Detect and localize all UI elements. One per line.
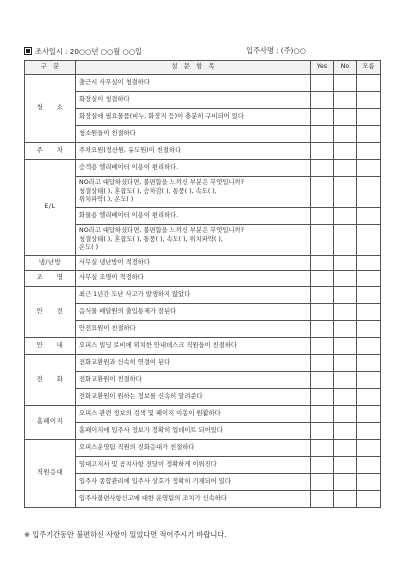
answer-unknown-cell[interactable]: [357, 109, 381, 126]
table-row: [25, 75, 381, 92]
answer-unknown-cell[interactable]: [357, 92, 381, 109]
table-row: [25, 457, 381, 474]
answer-no-cell[interactable]: [334, 338, 357, 355]
survey-item-text: 홈페이지에 입주사 정보가 정확히 업데이트 되어있다: [76, 423, 311, 440]
survey-header: [24, 44, 378, 58]
table-row: [25, 287, 381, 304]
table-row: [25, 92, 381, 109]
survey-item-text: 승객용 엘리베이터 이용이 편리하다.: [76, 160, 311, 177]
category-cell: 안 내: [25, 338, 76, 355]
category-cell: 홈페이지: [25, 406, 76, 440]
survey-item-text: 전화교환원이 친절하다: [76, 372, 311, 389]
answer-unknown-cell[interactable]: [357, 160, 381, 177]
survey-item-text: 안전요원이 친절하다: [76, 321, 311, 338]
answer-no-cell[interactable]: [334, 372, 357, 389]
category-cell: 직원응대: [25, 440, 76, 508]
survey-item-text: 전화교환원과 신속히 연결이 된다: [76, 355, 311, 372]
answer-unknown-cell[interactable]: [357, 126, 381, 143]
answer-unknown-cell[interactable]: [357, 423, 381, 440]
checked-box-icon: [24, 47, 32, 55]
table-row: [25, 440, 381, 457]
survey-item-text: NO라고 대답하셨다면, 불편함을 느끼신 부분은 무엇입니까? 청결상태( ), 혼잡도( ), 통풍( ), 속도( ), 위치파악( ), 온도( ): [76, 225, 311, 256]
answer-yes-cell[interactable]: [311, 406, 334, 423]
answer-yes-cell[interactable]: [311, 372, 334, 389]
answer-yes-cell[interactable]: [311, 474, 334, 491]
column-header-unknown: 모름: [357, 61, 381, 75]
survey-item-text: 임대고지서 및 공지사항 전달이 정확하게 이뤄진다: [76, 457, 311, 474]
answer-unknown-cell[interactable]: [357, 321, 381, 338]
answer-unknown-cell[interactable]: [357, 389, 381, 406]
answer-yes-cell[interactable]: [311, 160, 334, 177]
answer-yes-cell[interactable]: [311, 321, 334, 338]
answer-unknown-cell[interactable]: [357, 287, 381, 304]
answer-no-cell[interactable]: [334, 491, 357, 508]
answer-no-cell[interactable]: [334, 321, 357, 338]
survey-item-text: 사무실 냉난방이 적정하다: [76, 256, 311, 271]
table-row: [25, 126, 381, 143]
answer-unknown-cell[interactable]: [357, 271, 381, 287]
answer-yes-cell[interactable]: [311, 126, 334, 143]
answer-no-cell[interactable]: [334, 457, 357, 474]
survey-date: [24, 46, 142, 57]
table-row: [25, 423, 381, 440]
answer-no-cell[interactable]: [334, 474, 357, 491]
answer-unknown-cell[interactable]: [357, 304, 381, 321]
answer-no-cell[interactable]: [334, 143, 357, 160]
answer-no-cell[interactable]: [334, 440, 357, 457]
survey-item-text: 오피스운영팀 직원의 전화응대가 친절하다: [76, 440, 311, 457]
survey-date-text: 조사일시 : 20○○년 ○○월 ○○일: [35, 47, 142, 56]
table-row: [25, 160, 381, 177]
survey-item-text: 청소원들이 친절하다: [76, 126, 311, 143]
table-row: [25, 304, 381, 321]
table-row: [25, 225, 381, 256]
answer-unknown-cell[interactable]: [357, 177, 381, 208]
table-row: [25, 256, 381, 271]
survey-item-text: 주차요원(정산원, 유도원)이 친절하다: [76, 143, 311, 160]
table-row: [25, 474, 381, 491]
table-row: [25, 355, 381, 372]
answer-unknown-cell[interactable]: [357, 256, 381, 271]
answer-yes-cell[interactable]: [311, 355, 334, 372]
answer-unknown-cell[interactable]: [357, 440, 381, 457]
answer-no-cell[interactable]: [334, 177, 357, 208]
table-row: [25, 109, 381, 126]
table-row: [25, 321, 381, 338]
answer-yes-cell[interactable]: [311, 92, 334, 109]
survey-item-text: 입주사 종합관리에 입주사 상호가 정확히 기재되어 있다: [76, 474, 311, 491]
category-cell: 냉/난방: [25, 256, 76, 271]
survey-item-text: 최근 1년간 도난 사고가 발생하지 않았다: [76, 287, 311, 304]
answer-yes-cell[interactable]: [311, 109, 334, 126]
answer-no-cell[interactable]: [334, 423, 357, 440]
table-row: [25, 271, 381, 287]
answer-yes-cell[interactable]: [311, 256, 334, 271]
answer-unknown-cell[interactable]: [357, 372, 381, 389]
answer-yes-cell[interactable]: [311, 389, 334, 406]
answer-no-cell[interactable]: [334, 225, 357, 256]
category-cell: 안 전: [25, 287, 76, 338]
table-row: [25, 389, 381, 406]
survey-item-text: 음식물 배달원의 출입통제가 잘된다: [76, 304, 311, 321]
answer-yes-cell[interactable]: [311, 287, 334, 304]
answer-no-cell[interactable]: [334, 304, 357, 321]
table-row: [25, 208, 381, 225]
answer-no-cell[interactable]: [334, 406, 357, 423]
answer-unknown-cell[interactable]: [357, 406, 381, 423]
table-row: [25, 177, 381, 208]
survey-table: [24, 60, 381, 508]
table-header-row: [25, 61, 381, 75]
answer-unknown-cell[interactable]: [357, 491, 381, 508]
answer-yes-cell[interactable]: [311, 177, 334, 208]
answer-no-cell[interactable]: [334, 160, 357, 177]
answer-unknown-cell[interactable]: [357, 338, 381, 355]
table-row: [25, 338, 381, 355]
answer-unknown-cell[interactable]: [357, 474, 381, 491]
answer-yes-cell[interactable]: [311, 143, 334, 160]
answer-unknown-cell[interactable]: [357, 208, 381, 225]
answer-no-cell[interactable]: [334, 109, 357, 126]
answer-yes-cell[interactable]: [311, 440, 334, 457]
category-cell: 전 화: [25, 355, 76, 406]
category-cell: E/L: [25, 160, 76, 256]
answer-yes-cell[interactable]: [311, 271, 334, 287]
survey-item-text: 출근시 사무실이 청결하다: [76, 75, 311, 92]
category-cell: 청 소: [25, 75, 76, 143]
column-header-items: 설 문 항 목: [76, 61, 311, 75]
answer-yes-cell[interactable]: [311, 208, 334, 225]
answer-yes-cell[interactable]: [311, 304, 334, 321]
answer-unknown-cell[interactable]: [357, 457, 381, 474]
answer-yes-cell[interactable]: [311, 457, 334, 474]
answer-yes-cell[interactable]: [311, 338, 334, 355]
answer-no-cell[interactable]: [334, 208, 357, 225]
survey-body: [25, 75, 381, 508]
answer-no-cell[interactable]: [334, 271, 357, 287]
answer-no-cell[interactable]: [334, 287, 357, 304]
table-row: [25, 372, 381, 389]
table-row: [25, 491, 381, 508]
survey-item-text: NO라고 대답하셨다면, 불편함을 느끼신 부분은 무엇입니까? 청결상태( ), 혼잡도( ), 승차감( ), 통풍( ), 속도( ), 위치파악( ), 온도( ): [76, 177, 311, 208]
survey-item-text: 입주사불편사항신고에 대한 운영팀의 조치가 신속하다: [76, 491, 311, 508]
answer-yes-cell[interactable]: [311, 75, 334, 92]
survey-item-text: 오피스 관련 정보의 검색 및 페이지 이동이 원활하다: [76, 406, 311, 423]
answer-no-cell[interactable]: [334, 92, 357, 109]
answer-unknown-cell[interactable]: [357, 225, 381, 256]
occupant-name: 입주사명 : (주)○○: [246, 46, 306, 55]
table-row: [25, 143, 381, 160]
answer-no-cell[interactable]: [334, 256, 357, 271]
table-row: [25, 406, 381, 423]
answer-no-cell[interactable]: [334, 355, 357, 372]
column-header-no: No: [334, 61, 357, 75]
survey-item-text: 오피스 빌딩 로비에 위치한 안내데스크 직원들이 친절하다: [76, 338, 311, 355]
category-cell: 조 명: [25, 271, 76, 287]
footnote: ※ 입주기간동안 불편하신 사항이 있었다면 적어주시기 바랍니다.: [24, 530, 227, 539]
survey-item-text: 화장실에 필요물품(비누, 화장지 등)이 충분히 구비되어 있다: [76, 109, 311, 126]
answer-no-cell[interactable]: [334, 126, 357, 143]
answer-unknown-cell[interactable]: [357, 143, 381, 160]
survey-item-text: 화장실이 청결하다: [76, 92, 311, 109]
column-header-yes: Yes: [311, 61, 334, 75]
category-cell: 주 차: [25, 143, 76, 160]
column-header-category: 구 분: [25, 61, 76, 75]
answer-yes-cell[interactable]: [311, 491, 334, 508]
answer-yes-cell[interactable]: [311, 225, 334, 256]
answer-yes-cell[interactable]: [311, 423, 334, 440]
survey-item-text: 전화교환원이 원하는 정보를 신속히 알려준다: [76, 389, 311, 406]
answer-no-cell[interactable]: [334, 389, 357, 406]
survey-item-text: 화물용 엘리베이터 이용이 편리하다.: [76, 208, 311, 225]
answer-unknown-cell[interactable]: [357, 75, 381, 92]
answer-no-cell[interactable]: [334, 75, 357, 92]
survey-item-text: 사무실 조명이 적정하다: [76, 271, 311, 287]
answer-unknown-cell[interactable]: [357, 355, 381, 372]
